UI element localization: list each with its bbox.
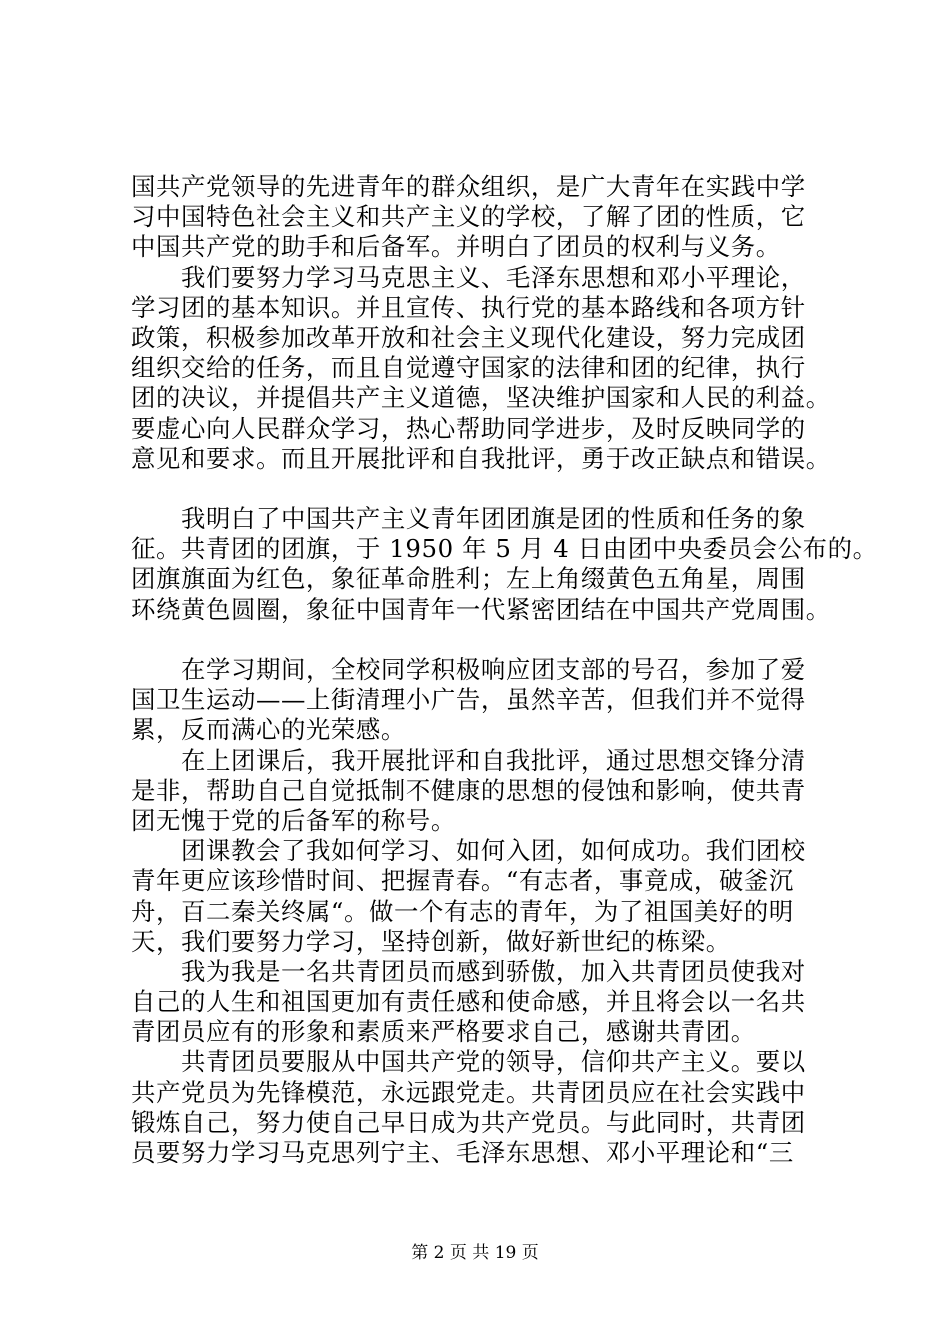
text-line: 政策，积极参加改革开放和社会主义现代化建设，努力完成团 bbox=[131, 322, 806, 352]
text-line: 员要努力学习马克思列宁主、毛泽东思想、邓小平理论和“三 bbox=[131, 1138, 794, 1167]
text-line: 意见和要求。而且开展批评和自我批评，勇于改正缺点和错误。 bbox=[131, 443, 831, 473]
text-line: 环绕黄色圆圈，象征中国青年一代紧密团结在中国共产党周围。 bbox=[131, 594, 831, 624]
text-line: 要虚心向人民群众学习，热心帮助同学进步，及时反映同学的 bbox=[131, 413, 806, 443]
text-line: 天，我们要努力学习，坚持创新，做好新世纪的栋梁。 bbox=[131, 926, 731, 956]
text-line: 国共产党领导的先进青年的群众组织，是广大青年在实践中学 bbox=[131, 172, 806, 201]
paragraph-first-line: 团课教会了我如何学习、如何入团，如何成功。我们团校 bbox=[181, 836, 806, 866]
text-line: 累，反而满心的光荣感。 bbox=[131, 715, 406, 745]
paragraph-first-line: 我为我是一名共青团员而感到骄傲，加入共青团员使我对 bbox=[181, 956, 806, 986]
blank-line bbox=[131, 625, 861, 655]
text-line: 自己的人生和祖国更加有责任感和使命感，并且将会以一名共 bbox=[131, 987, 806, 1017]
text-line: 舟，百二秦关终属“。做一个有志的青年，为了祖国美好的明 bbox=[131, 896, 794, 926]
text-line: 共产党员为先锋模范，永远跟党走。共青团员应在社会实践中 bbox=[131, 1077, 806, 1107]
text-line: 青年更应该珍惜时间、把握青春。“有志者，事竟成，破釜沉 bbox=[131, 866, 794, 896]
text-line: 组织交给的任务，而且自觉遵守国家的法律和团的纪律，执行 bbox=[131, 353, 806, 383]
text-line: 青团员应有的形象和素质来严格要求自己，感谢共青团。 bbox=[131, 1017, 756, 1047]
text-line: 团的决议，并提倡共产主义道德，坚决维护国家和人民的利益。 bbox=[131, 383, 831, 413]
text-line: 锻炼自己，努力使自己早日成为共产党员。与此同时，共青团 bbox=[131, 1107, 806, 1137]
text-line: 团无愧于党的后备军的称号。 bbox=[131, 805, 456, 835]
paragraph-first-line: 在学习期间，全校同学积极响应团支部的号召，参加了爱 bbox=[181, 655, 806, 684]
document-body bbox=[131, 172, 878, 1168]
paragraph-first-line: 我明白了中国共产主义青年团团旗是团的性质和任务的象 bbox=[181, 504, 806, 534]
text-line: 国卫生运动——上街清理小广告，虽然辛苦，但我们并不觉得 bbox=[131, 685, 806, 715]
text-line: 学习团的基本知识。并且宣传、执行党的基本路线和各项方针 bbox=[131, 292, 806, 322]
page-footer: 第 2 页 共 19 页 bbox=[411, 1243, 539, 1263]
text-line: 中国共产党的助手和后备军。并明白了团员的权利与义务。 bbox=[131, 232, 781, 262]
text-line: 是非，帮助自己自觉抵制不健康的思想的侵蚀和影响，使共青 bbox=[131, 775, 806, 805]
paragraph-first-line: 在上团课后，我开展批评和自我批评，通过思想交锋分清 bbox=[181, 745, 806, 775]
text-line: 征。共青团的团旗，于 1950 年 5 月 4 日由团中央委员会公布的。 bbox=[131, 534, 878, 564]
blank-line bbox=[131, 474, 861, 504]
paragraph-first-line: 共青团员要服从中国共产党的领导，信仰共产主义。要以 bbox=[181, 1047, 806, 1077]
text-line: 团旗旗面为红色，象征革命胜利；左上角缀黄色五角星，周围 bbox=[131, 564, 806, 594]
text-line: 习中国特色社会主义和共产主义的学校，了解了团的性质，它 bbox=[131, 202, 806, 232]
paragraph-first-line: 我们要努力学习马克思主义、毛泽东思想和邓小平理论， bbox=[181, 262, 806, 292]
